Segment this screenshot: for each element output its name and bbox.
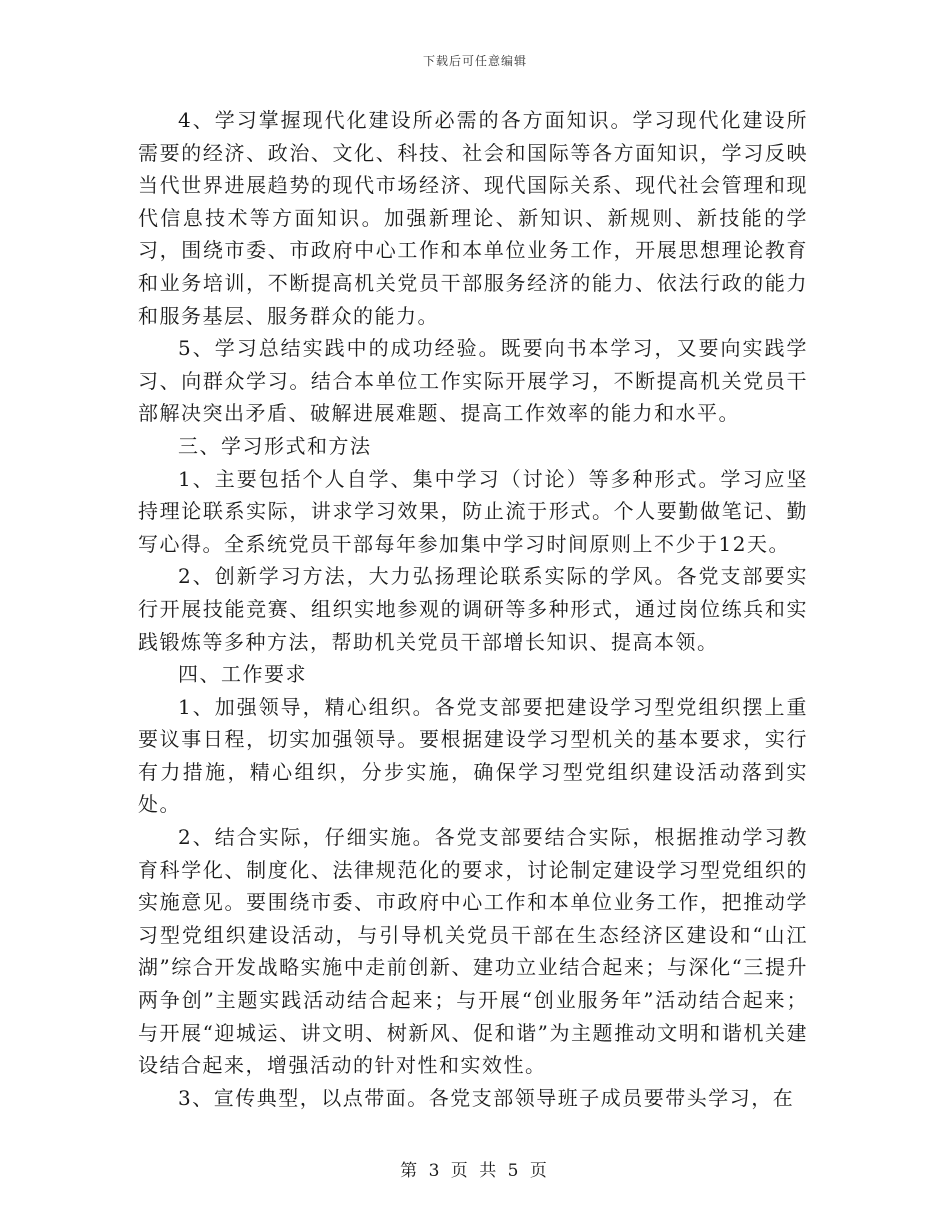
page-header: 下载后可任意编辑 [422,54,527,68]
section-heading-requirements: 四、工作要求 [178,662,307,687]
page-number: 第 3 页 共 5 页 [400,1161,550,1181]
section-heading-methods: 三、学习形式和方法 [178,433,372,458]
document-body [138,104,808,1114]
paragraph-knowledge: 4、学习掌握现代化建设所必需的各方面知识。学习现代化建设所需要的经济、政治、文化、科技、社会和国际等各方面知识，学习反映当代世界进展趋势的现代市场经济、现代国际关系、现代社会管理和现代信息技术等方面知识。加强新理论、新知识、新规则、新技能的学习，围绕市委、市政府中心工作和本单位业务工作，开展思想理论教育和业务培训，不断提高机关党员干部服务经济的能力、依法行政的能力和服务基层、服务群众的能力。 [138,108,808,328]
paragraph-publicity: 3、宣传典型，以点带面。各党支部领导班子成员要带头学习，在 [178,1085,795,1110]
paragraph-implementation: 2、结合实际，仔细实施。各党支部要结合实际，根据推动学习教育科学化、制度化、法律规范化的要求，讨论制定建设学习型党组织的实施意见。要围绕市委、市政府中心工作和本单位业务工作，把推动学习型党组织建设活动，与引导机关党员干部在生态经济区建设和“山江湖”综合开发战略实施中走前创新、建功立业结合起来；与深化“三提升两争创”主题实践活动结合起来；与开展“创业服务年”活动结合起来；与开展“迎城运、讲文明、树新风、促和谐”为主题推动文明和谐机关建设结合起来，增强活动的针对性和实效性。 [138,825,808,1078]
paragraph-forms: 1、主要包括个人自学、集中学习（讨论）等多种形式。学习应坚持理论联系实际，讲求学习效果，防止流于形式。个人要勤做笔记、勤写心得。全系统党员干部每年参加集中学习时间原则上不少于12天。 [138,466,808,556]
paragraph-leadership: 1、加强领导，精心组织。各党支部要把建设学习型党组织摆上重要议事日程，切实加强领导。要根据建设学习型机关的基本要求，实行有力措施，精心组织，分步实施，确保学习型党组织建设活动落到实处。 [138,694,808,817]
paragraph-innovation: 2、创新学习方法，大力弘扬理论联系实际的学风。各党支部要实行开展技能竞赛、组织实地参观的调研等多种形式，通过岗位练兵和实践锻炼等多种方法，帮助机关党员干部增长知识、提高本领。 [138,564,808,654]
paragraph-experience: 5、学习总结实践中的成功经验。既要向书本学习，又要向实践学习、向群众学习。结合本单位工作实际开展学习，不断提高机关党员干部解决突出矛盾、破解进展难题、提高工作效率的能力和水平。 [138,336,808,426]
